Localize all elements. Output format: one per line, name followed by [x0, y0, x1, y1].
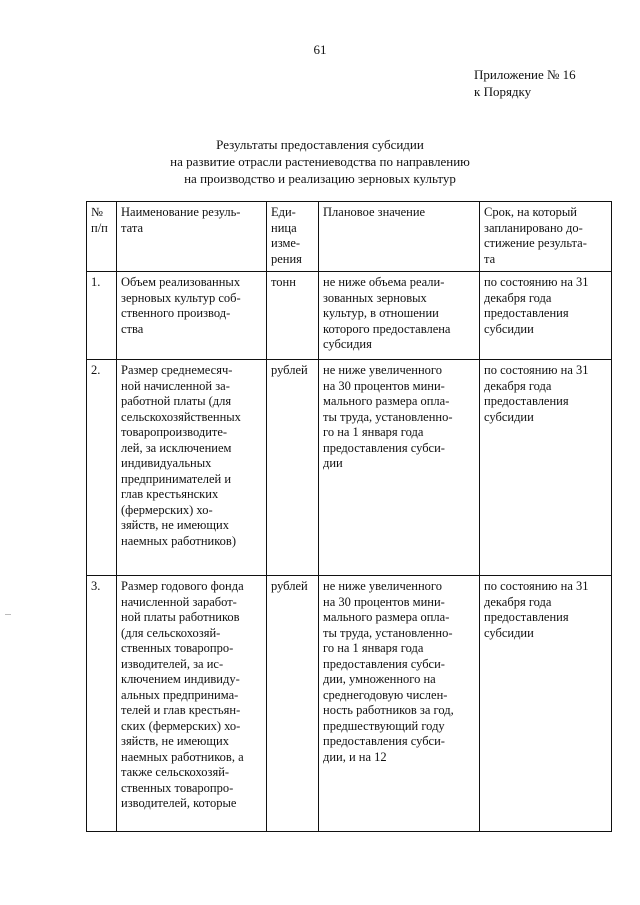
table-header-row	[87, 202, 612, 272]
cell-text-line: ства	[121, 321, 144, 336]
appendix-line: к Порядку	[474, 84, 532, 99]
cell-text-line: наемных работников)	[121, 533, 236, 548]
cell-text-line: ственного производ-	[121, 306, 231, 320]
appendix-line: Приложение № 16	[474, 67, 576, 82]
cell-text-line: изводителей, за ис-	[121, 656, 224, 671]
cell-text-line: предпринимателей и	[121, 471, 232, 486]
cell-text-line: зяйств, не имеющих	[121, 734, 229, 748]
cell-text-line: Наименование резуль-	[121, 205, 241, 219]
cell-text-line: ственных товаропро-	[121, 641, 234, 655]
cell-text-line: не ниже увеличенного	[323, 363, 442, 377]
cell-text-line: №	[91, 205, 103, 219]
cell-text-line: не ниже увеличенного	[323, 579, 442, 593]
cell-text-line: субсидии	[484, 409, 534, 424]
cell-text-line: лей, за исключением	[121, 440, 232, 455]
deadline-cell	[480, 576, 612, 832]
cell-text-line: не ниже объема реали-	[323, 275, 445, 289]
cell-text-line: Размер годового фонда	[121, 579, 244, 593]
cell-text-line: культур, в отношении	[323, 306, 439, 320]
cell-text-line: го на 1 января года	[323, 425, 424, 439]
results-table-container	[86, 201, 611, 832]
cell-text-line: предоставления субси-	[323, 656, 445, 671]
cell-text-line: ной платы работников	[121, 610, 240, 624]
cell-text-line: ты труда, установленно-	[323, 625, 453, 640]
cell-text-line: (фермерских) хо-	[121, 502, 213, 517]
cell-text-line: субсидия	[323, 337, 372, 351]
title-line: Результаты предоставления субсидии	[216, 137, 424, 152]
cell-text-line: предшествующий году	[323, 718, 445, 733]
header-deadline	[480, 202, 612, 272]
cell-text-line: предоставления	[484, 306, 569, 320]
cell-text-line: дии	[323, 456, 343, 470]
cell-text-line: ница	[271, 220, 297, 235]
cell-text-line: ских (фермерских) хо-	[121, 718, 241, 733]
cell-text-line: дии, и на 12	[323, 749, 387, 764]
cell-text-line: Срок, на который	[484, 205, 577, 219]
cell-text-line: мального размера опла-	[323, 610, 450, 624]
cell-text-line: декабря года	[484, 290, 552, 305]
cell-text-line: альных предпринима-	[121, 687, 239, 702]
cell-text-line: по состоянию на 31	[484, 275, 589, 289]
planned-value-cell	[319, 360, 480, 576]
cell-text-line: мального размера опла-	[323, 394, 450, 408]
cell-text-line: предоставления	[484, 610, 569, 624]
cell-text-line: го на 1 января года	[323, 641, 424, 655]
header-number	[87, 202, 117, 272]
deadline-cell	[480, 272, 612, 360]
planned-value-cell	[319, 576, 480, 832]
cell-text-line: товаропроизводите-	[121, 425, 228, 439]
result-name-cell	[117, 272, 267, 360]
cell-text-line: ты труда, установленно-	[323, 409, 453, 424]
cell-text-line: Размер среднемесяч-	[121, 363, 233, 377]
cell-text-line: по состоянию на 31	[484, 579, 589, 593]
cell-text-line: ственных товаропро-	[121, 780, 234, 795]
cell-text-line: (для сельскохозяй-	[121, 625, 221, 640]
cell-text-line: декабря года	[484, 378, 552, 393]
cell-text-line: ключением индивиду-	[121, 672, 240, 686]
appendix-reference	[474, 66, 576, 100]
cell-text-line: декабря года	[484, 594, 552, 609]
unit-cell: рублей	[267, 360, 319, 576]
cell-text-line: которого предоставлена	[323, 321, 451, 336]
unit-cell: рублей	[267, 576, 319, 832]
unit-cell: тонн	[267, 272, 319, 360]
table-row	[87, 360, 612, 576]
cell-text-line: начисленной заработ-	[121, 594, 237, 609]
results-table	[86, 201, 612, 832]
cell-text-line: предоставления субси-	[323, 734, 445, 748]
row-number: 3.	[87, 576, 117, 832]
table-row	[87, 272, 612, 360]
cell-text-line: та	[484, 251, 496, 266]
deadline-cell	[480, 360, 612, 576]
result-name-cell	[117, 360, 267, 576]
cell-text-line: на 30 процентов мини-	[323, 594, 445, 609]
row-number: 2.	[87, 360, 117, 576]
cell-text-line: субсидии	[484, 321, 534, 336]
cell-text-line: ность работников за год,	[323, 703, 454, 717]
cell-text-line: зованных зерновых	[323, 290, 427, 305]
cell-text-line: Плановое значение	[323, 205, 426, 219]
cell-text-line: телей и глав крестьян-	[121, 703, 241, 717]
cell-text-line: субсидии	[484, 625, 534, 640]
cell-text-line: предоставления	[484, 394, 569, 408]
title-line: на развитие отрасли растениеводства по направлению	[170, 154, 470, 169]
row-number: 1.	[87, 272, 117, 360]
cell-text-line: сельскохозяйственных	[121, 409, 241, 424]
planned-value-cell	[319, 272, 480, 360]
cell-text-line: Объем реализованных	[121, 275, 241, 289]
table-row	[87, 576, 612, 832]
cell-text-line: наемных работников, а	[121, 749, 244, 764]
cell-text-line: предоставления субси-	[323, 440, 445, 455]
cell-text-line: глав крестьянских	[121, 487, 219, 501]
cell-text-line: работной платы (для	[121, 394, 232, 408]
document-title	[0, 136, 640, 187]
header-result-name	[117, 202, 267, 272]
cell-text-line: стижение результа-	[484, 236, 587, 250]
header-unit	[267, 202, 319, 272]
header-planned-value	[319, 202, 480, 272]
cell-text-line: дии, умноженного на	[323, 672, 436, 686]
cell-text-line: также сельскохозяй-	[121, 765, 230, 779]
cell-text-line: Еди-	[271, 205, 296, 219]
result-name-cell	[117, 576, 267, 832]
cell-text-line: индивидуальных	[121, 456, 212, 470]
title-line: на производство и реализацию зерновых культур	[184, 171, 456, 186]
cell-text-line: зяйств, не имеющих	[121, 518, 229, 532]
cell-text-line: изводителей, которые	[121, 796, 237, 810]
cell-text-line: изме-	[271, 236, 301, 250]
cell-text-line: зерновых культур соб-	[121, 290, 241, 305]
cell-text-line: запланировано до-	[484, 220, 583, 235]
cell-text-line: тата	[121, 220, 144, 235]
margin-mark	[5, 614, 11, 615]
cell-text-line: ной начисленной за-	[121, 378, 230, 393]
cell-text-line: на 30 процентов мини-	[323, 378, 445, 393]
cell-text-line: по состоянию на 31	[484, 363, 589, 377]
cell-text-line: п/п	[91, 220, 108, 235]
cell-text-line: рения	[271, 251, 302, 266]
cell-text-line: среднегодовую числен-	[323, 687, 448, 702]
page-number: 61	[313, 42, 327, 57]
